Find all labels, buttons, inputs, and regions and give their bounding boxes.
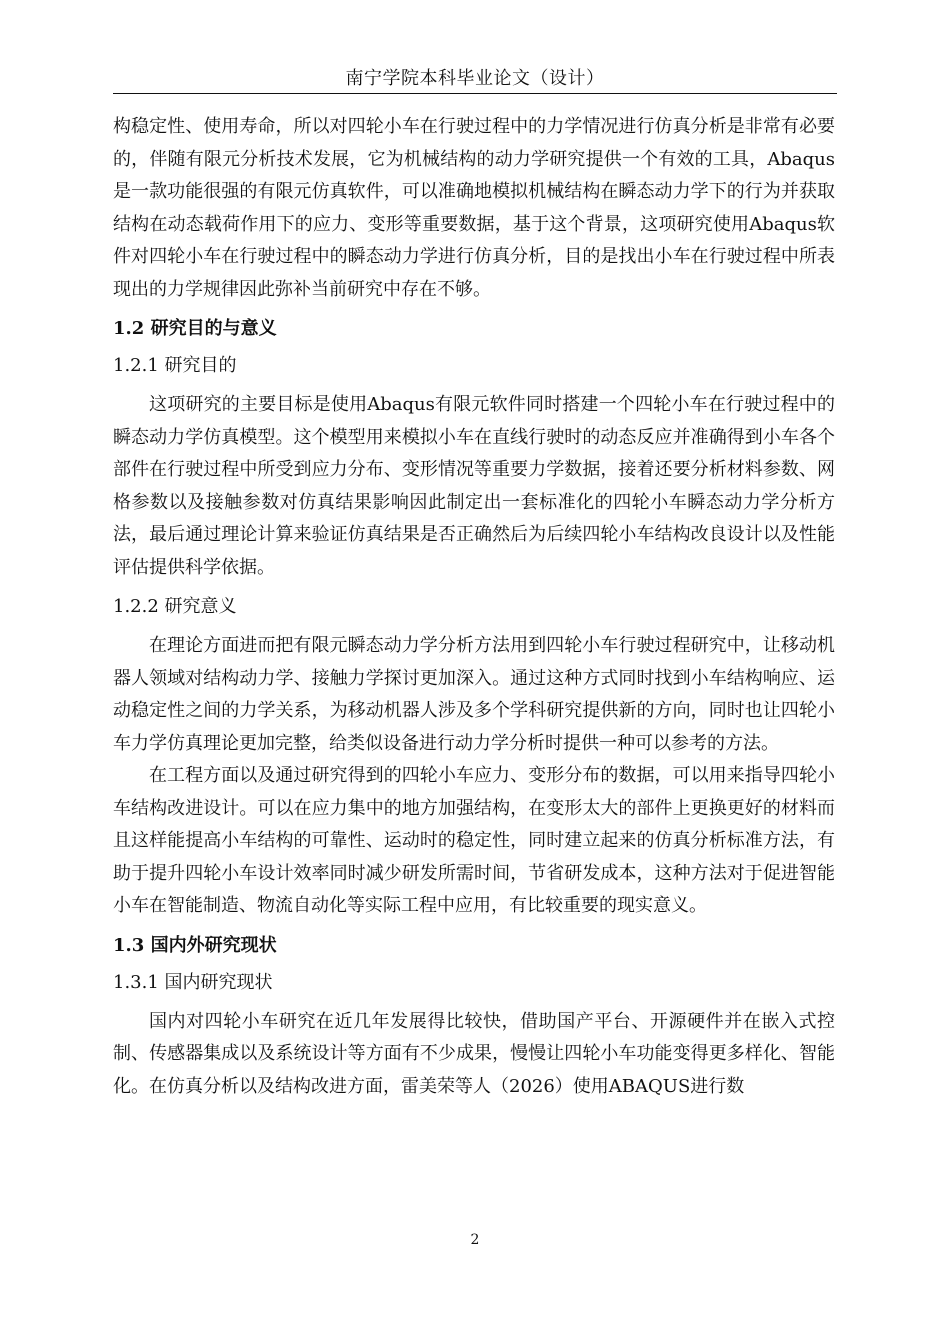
paragraph-research-purpose: 这项研究的主要目标是使用Abaqus有限元软件同时搭建一个四轮小车在行驶过程中的瞬态动力学仿真模型。这个模型用来模拟小车在直线行驶时的动态反应并准确得到小车各个部件在行驶过程中所受到应力分布、变形情况等重要力学数据，接着还要分析材料参数、网格参数以及接触参数对仿真结果影响因此制定出一套标准化的四轮小车瞬态动力学分析方法，最后通过理论计算来验证仿真结果是否正确然后为后续四轮小车结构改良设计以及性能评估提供科学依据。 (113, 394, 835, 578)
section-heading-1-3: 1.3 国内外研究现状 (113, 934, 277, 956)
paragraph-engineering-significance: 在工程方面以及通过研究得到的四轮小车应力、变形分布的数据，可以用来指导四轮小车结构改进设计。可以在应力集中的地方加强结构，在变形太大的部件上更换更好的材料而且这样能提高小车结构的可靠性、运动时的稳定性，同时建立起来的仿真分析标准方法，有助于提升四轮小车设计效率同时减少研发所需时间，节省研发成本，这种方法对于促进智能小车在智能制造、物流自动化等实际工程中应用，有比较重要的现实意义。 (113, 765, 835, 916)
subsection-heading-1-3-1: 1.3.1 国内研究现状 (113, 971, 273, 993)
section-heading-1-2: 1.2 研究目的与意义 (113, 318, 277, 339)
running-header: 南宁学院本科毕业论文（设计） (345, 68, 605, 89)
paragraph-theoretical-significance: 在理论方面进而把有限元瞬态动力学分析方法用到四轮小车行驶过程研究中，让移动机器人领域对结构动力学、接触力学探讨更加深入。通过这种方式同时找到小车结构响应、运动稳定性之间的力学关系，为移动机器人涉及多个学科研究提供新的方向，同时也让四轮小车力学仿真理论更加完整，给类似设备进行动力学分析时提供一种可以参考的方法。 (113, 635, 835, 754)
paragraph-intro-continued: 构稳定性、使用寿命，所以对四轮小车在行驶过程中的力学情况进行仿真分析是非常有必要的，伴随有限元分析技术发展，它为机械结构的动力学研究提供一个有效的工具，Abaqus是一款功能很强的有限元仿真软件，可以准确地模拟机械结构在瞬态动力学下的行为并获取结构在动态载荷作用下的应力、变形等重要数据，基于这个背景，这项研究使用Abaqus软件对四轮小车在行驶过程中的瞬态动力学进行仿真分析，目的是找出小车在行驶过程中所表现出的力学规律因此弥补当前研究中存在不够。 (113, 116, 835, 300)
page-number: 2 (470, 1232, 480, 1248)
header-rule (113, 93, 837, 94)
subsection-heading-1-2-2: 1.2.2 研究意义 (113, 596, 237, 617)
paragraph-domestic-status: 国内对四轮小车研究在近几年发展得比较快，借助国产平台、开源硬件并在嵌入式控制、传感器集成以及系统设计等方面有不少成果，慢慢让四轮小车功能变得更多样化、智能化。在仿真分析以及结构改进方面，雷美荣等人（2026）使用ABAQUS进行数 (113, 1010, 835, 1097)
subsection-heading-1-2-1: 1.2.1 研究目的 (113, 355, 237, 376)
page-content (113, 111, 835, 1103)
